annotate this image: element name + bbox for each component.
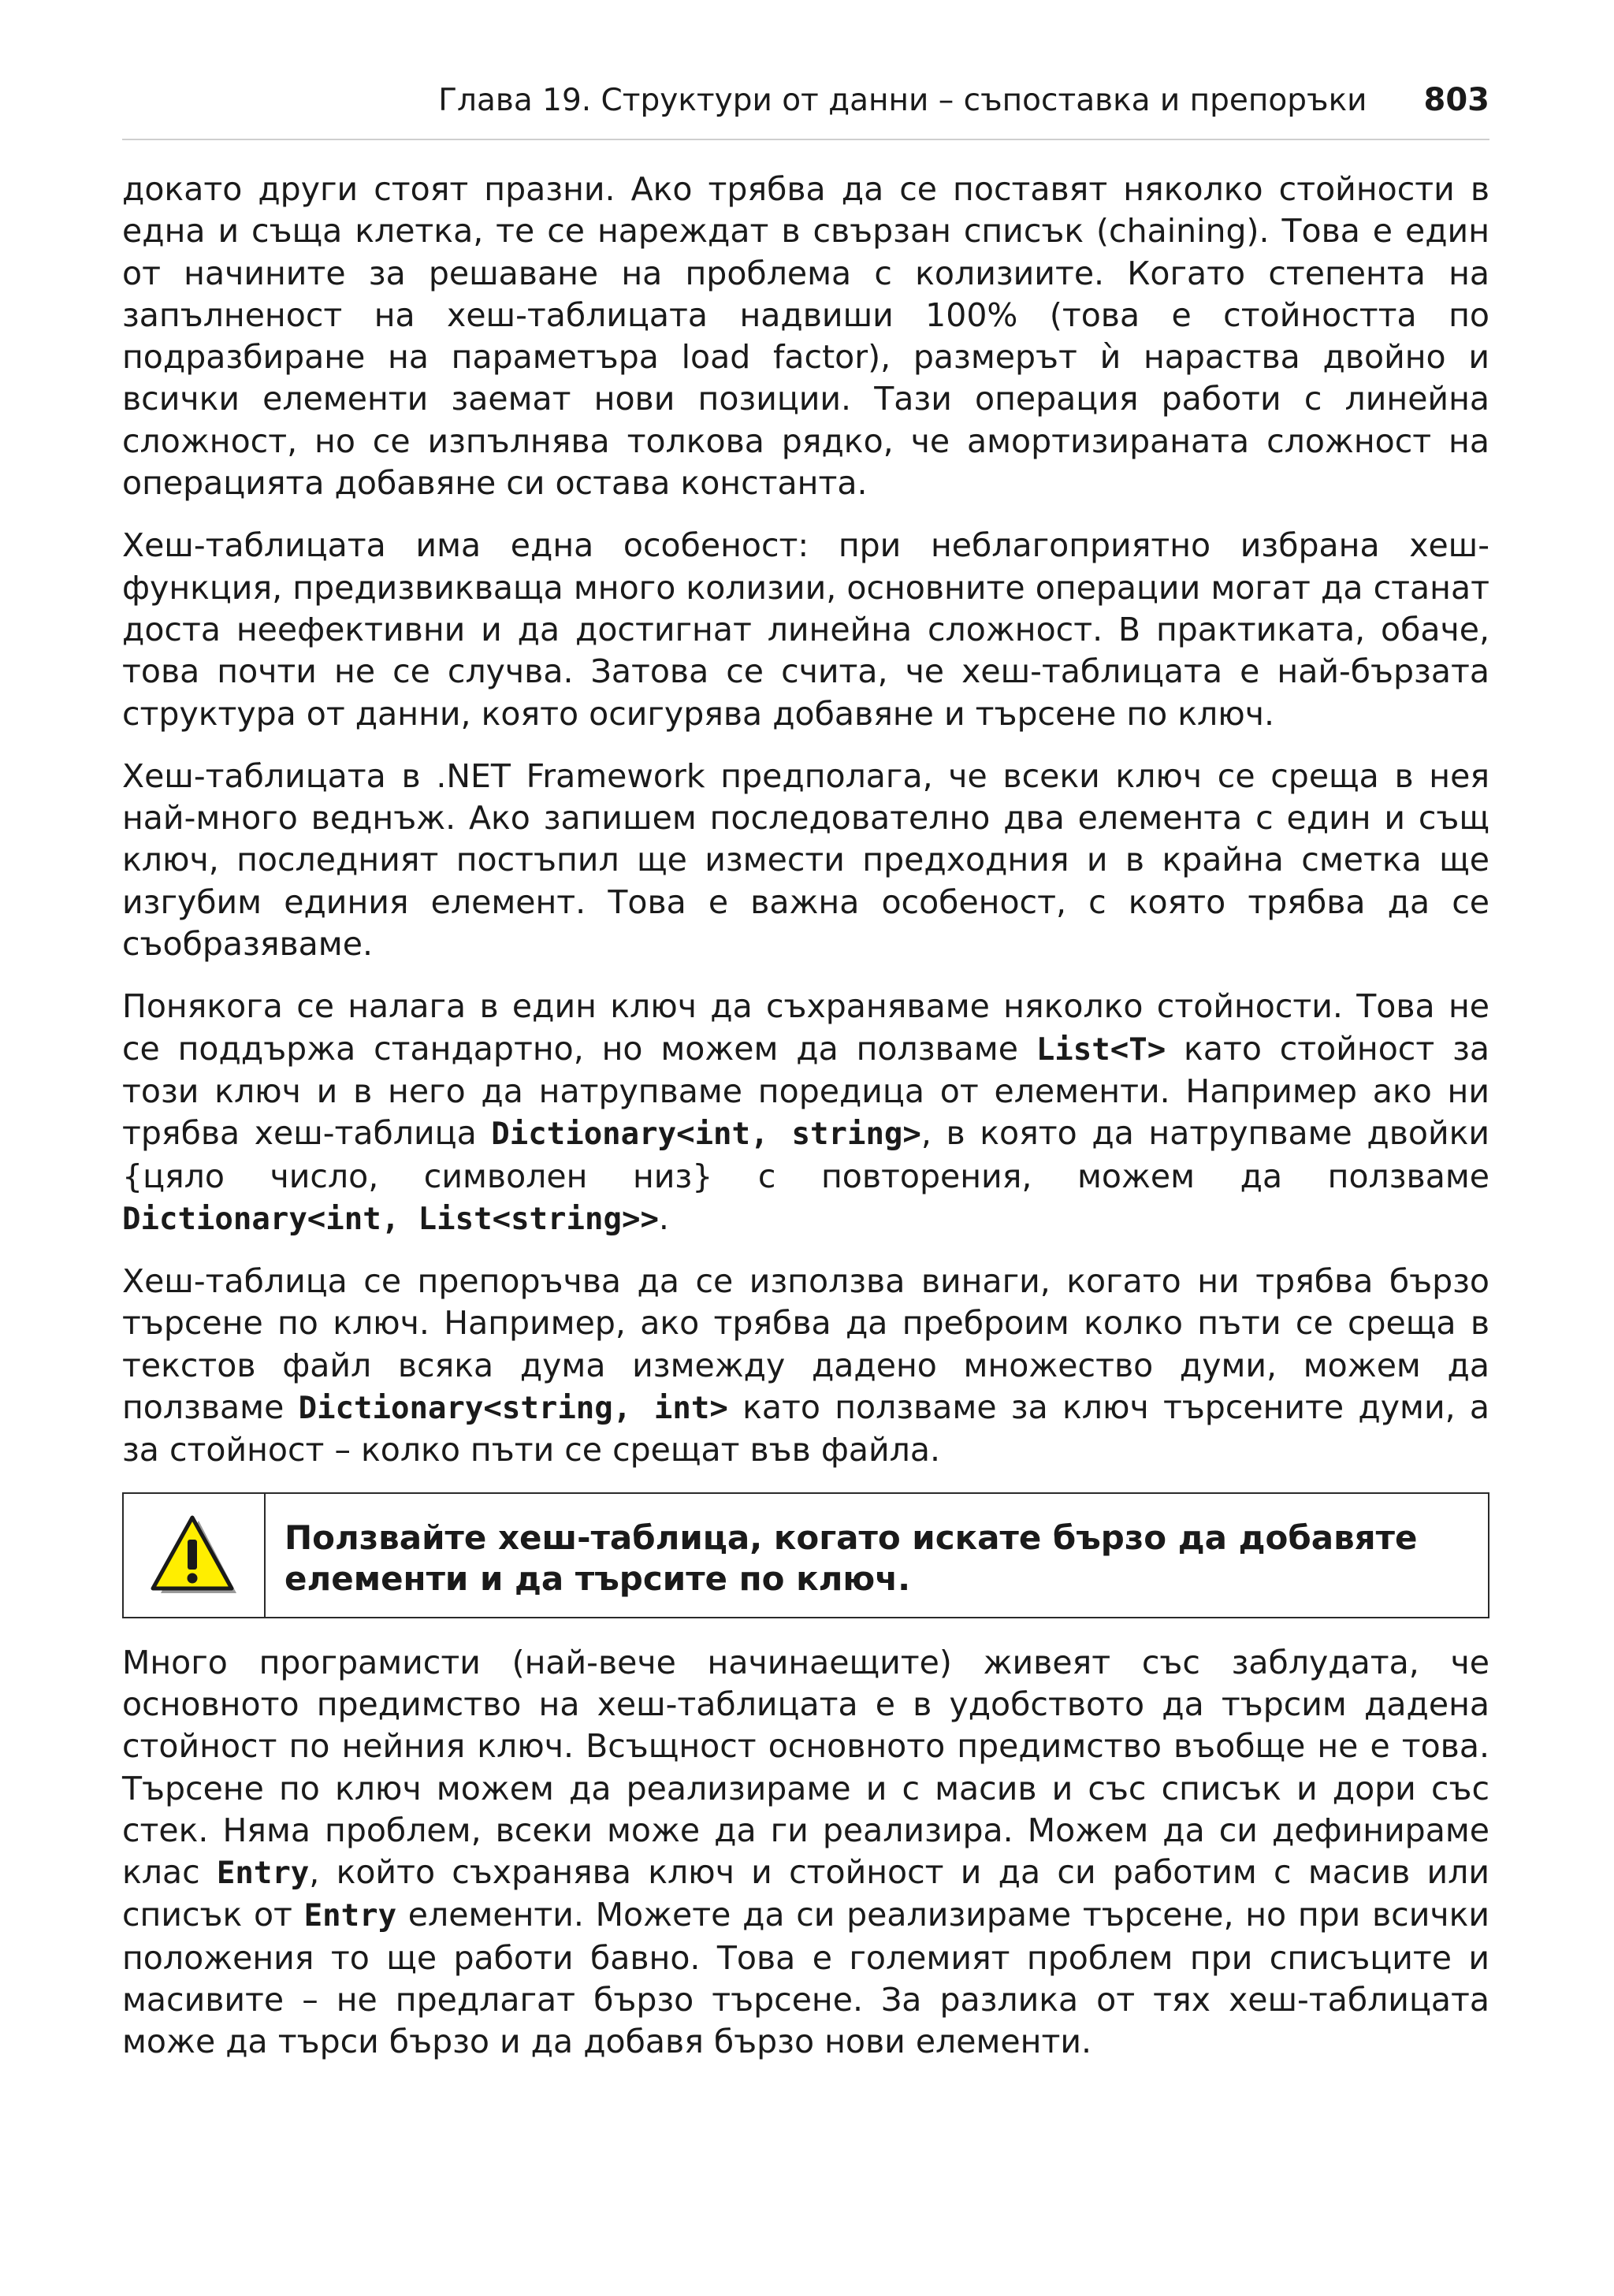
warning-box xyxy=(122,1492,1489,1618)
page-header xyxy=(122,82,1489,118)
warning-text: Ползвайте хеш-таблица, когато искате бързо да добавяте елементи и да търсите по ключ. xyxy=(284,1518,1418,1598)
paragraph-1: докато други стоят празни. Ако трябва да се поставят няколко стойности в една и съща клетка, те се нареждат в свързан списък (chaining). Това е един от начините за решаване на проблема с колизиите. Когато степента на запълненост на хеш-таблицата надвиши 100% (това е стойността по подразбиране на параметъра load factor), размерът ѝ нараства двойно и всички елементи заемат нови позиции. Тази операция работи с линейна сложност, но се изпълнява толкова рядко, че амортизираната сложност на операцията добавяне си остава константа. xyxy=(122,170,1489,503)
code-dictionary-int-list-string: Dictionary<int, List<string>> xyxy=(122,1201,659,1237)
paragraph-6-text-3: елементи. Можете да си реализираме търсене, но при всички положения то ще работи бавно. Това е големият проблем при списъците и масивите – не предлагат бързо търсене. За разлика от тях хеш-таблицата може да търси бързо и да добавя бързо нови елементи. xyxy=(122,1896,1489,2061)
page-body xyxy=(122,169,1489,2084)
paragraph-3: Хеш-таблицата в .NET Framework предполага, че всеки ключ се среща в нея най-много веднъж. Ако запишем последователно два елемента с един и същ ключ, последният постъпил ще измести предходния и в крайна сметка ще изгубим единия елемент. Това е важна особеност, с която трябва да се съобразяваме. xyxy=(122,756,1489,964)
warning-icon-cell xyxy=(124,1494,266,1617)
warning-icon xyxy=(150,1514,238,1596)
paragraph-6 xyxy=(122,1642,1489,2064)
paragraph-4-text-2: като стойност за този ключ и в него да натрупваме поредица от елементи. Например ако ни трябва хеш-таблица xyxy=(122,1029,1490,1153)
code-dictionary-int-string: Dictionary<int, string> xyxy=(491,1116,921,1153)
code-dictionary-string-int: Dictionary<string, int> xyxy=(298,1391,728,1427)
paragraph-4-text-3: , в която да натрупваме двойки {цяло число, символен низ} с повторения, можем да ползваме xyxy=(122,1114,1489,1195)
paragraph-6-text-1: Много програмисти (най-вече начинаещите) живеят със заблудата, че основното предимство на хеш-таблицата е в удобството да търсим дадена стойност по нейния ключ. Всъщност основното предимство въобще не е това. Търсене по ключ можем да реализираме и с масив и със списък и дори със стек. Няма проблем, всеки може да ги реализира. Можем да си дефинираме клас xyxy=(122,1643,1489,1892)
chapter-title: Глава 19. Структури от данни – съпоставка и препоръки xyxy=(438,83,1367,118)
code-entry-2: Entry xyxy=(303,1898,397,1934)
paragraph-5-text-1: Хеш-таблица се препоръчва да се използва винаги, когато ни трябва бързо търсене по ключ. Например, ако трябва да преброим колко пъти се среща в текстов файл всяка дума измежду дадено множество думи, можем да ползваме xyxy=(122,1262,1489,1427)
paragraph-2: Хеш-таблицата има една особеност: при неблагоприятно избрана хеш-функция, предизвикваща много колизии, основните операции могат да станат доста неефективни и да достигнат линейна сложност. В практиката, обаче, това почти не се случва. Затова се счита, че хеш-таблицата е най-бързата структура от данни, която осигурява добавяне и търсене по ключ. xyxy=(122,526,1489,733)
paragraph-4 xyxy=(122,986,1489,1240)
paragraph-5-text-2: като ползваме за ключ търсените думи, а за стойност – колко пъти се срещат във файла. xyxy=(122,1388,1489,1469)
paragraph-4-text-4: . xyxy=(658,1198,669,1237)
code-list-t: List<T> xyxy=(1036,1031,1166,1068)
paragraph-4-text-1: Понякога се налага в един ключ да съхраняваме няколко стойности. Това не се поддържа стандартно, но можем да ползваме xyxy=(122,987,1489,1068)
header-divider xyxy=(122,139,1489,140)
code-entry: Entry xyxy=(216,1856,310,1892)
page-number: 803 xyxy=(1423,82,1489,118)
paragraph-6-text-2: , който съхранява ключ и стойност и да си работим с масив или списък от xyxy=(122,1853,1490,1934)
paragraph-5 xyxy=(122,1261,1489,1471)
